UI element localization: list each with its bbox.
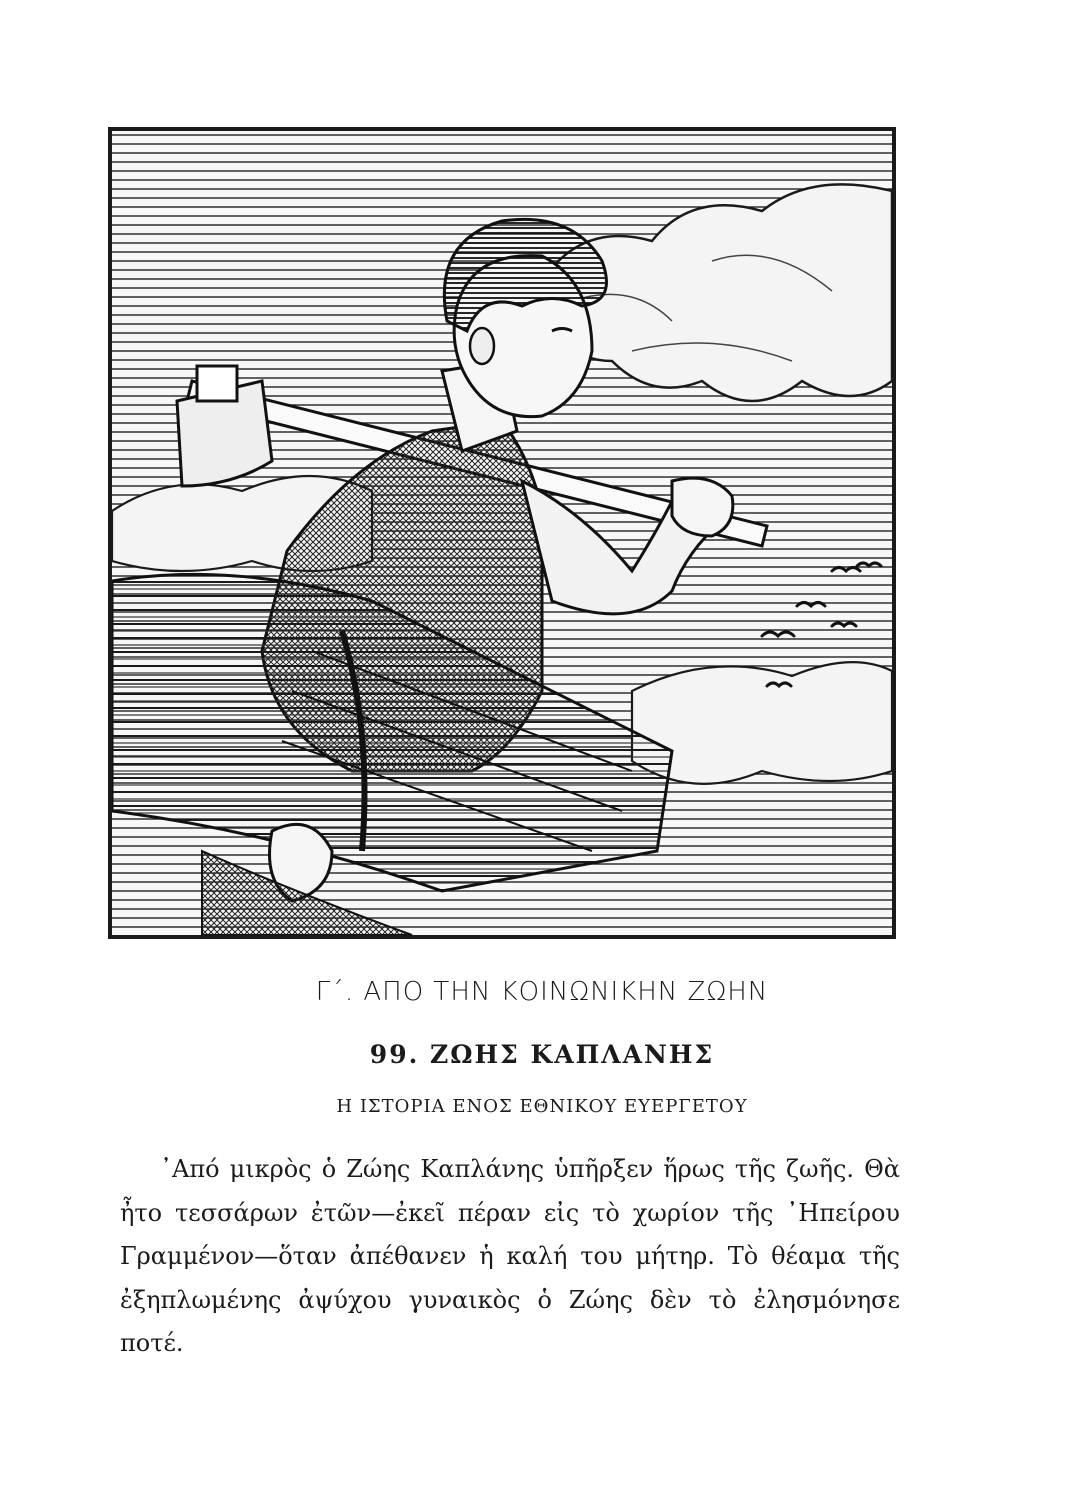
woodcut-illustration <box>108 127 896 939</box>
boy-hand <box>672 478 733 536</box>
chapter-subtitle: Η ΙΣΤΟΡΙΑ ΕΝΟΣ ΕΘΝΙΚΟΥ ΕΥΕΡΓΕΤΟΥ <box>336 1096 748 1117</box>
chapter-title: 99. ΖΩΗΣ ΚΑΠΛΑΝΗΣ <box>369 1040 715 1069</box>
section-heading: Γ΄. ΑΠΟ ΤΗΝ ΚΟΙΝΩΝΙΚΗΝ ΖΩΗΝ <box>315 977 769 1007</box>
illustration-drawing <box>112 131 892 935</box>
body-paragraph: ᾿Από μικρὸς ὁ Ζώης Καπλάνης ὑπῆρξεν ἥρως τῆς ζωῆς. Θὰ ἦτο τεσσάρων ἐτῶν—ἐκεῖ πέραν εἰς τὸ χωρίον τῆς ᾿Ηπείρου Γραμμένον—ὅταν ἀπέθανεν ἡ καλή του μήτηρ. Τὸ θέαμα τῆς ἐξηπλωμένης ἀψύχου γυναικὸς ὁ Ζώης δὲν τὸ ἐλησμόνησε ποτέ. <box>120 1155 900 1357</box>
